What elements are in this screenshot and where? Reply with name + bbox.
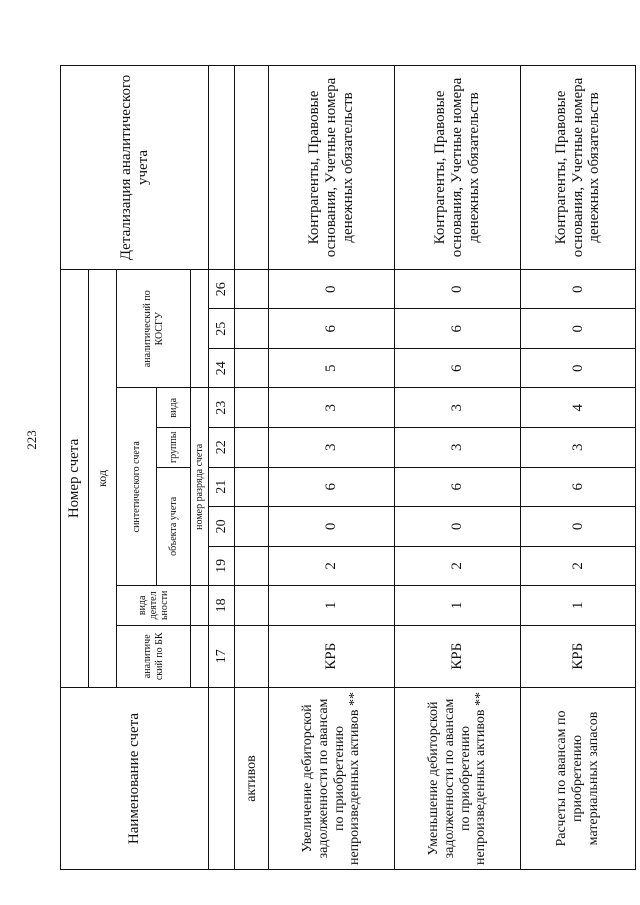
row-value: 1	[269, 586, 395, 626]
table-row	[521, 66, 636, 870]
row-value: 3	[521, 428, 636, 468]
number-row-blank-left	[209, 687, 235, 869]
row-value: 4	[521, 388, 636, 428]
header-activity-type: вида деятел ьности	[117, 586, 191, 626]
row-name: Расчеты по авансам по приобретению материальных запасов	[521, 687, 636, 869]
column-number: 23	[209, 388, 235, 428]
header-group: группы	[157, 428, 191, 468]
row-value: 0	[395, 507, 521, 547]
column-number: 25	[209, 309, 235, 349]
row-value: 0	[521, 309, 636, 349]
row-value: 6	[395, 348, 521, 388]
row-value: 6	[269, 309, 395, 349]
header-synthetic-account: синтетического счета	[117, 388, 157, 586]
row-value: 1	[395, 586, 521, 626]
row-value: 3	[395, 428, 521, 468]
row-value: 6	[521, 467, 636, 507]
header-analytic-bk: аналитиче ский по БК	[117, 625, 191, 687]
column-number: 18	[209, 586, 235, 626]
row-detail: Контрагенты, Правовые основания, Учетные номера денежных обязательств	[269, 66, 395, 270]
row-value: 6	[395, 309, 521, 349]
row-detail: Контрагенты, Правовые основания, Учетные номера денежных обязательств	[395, 66, 521, 270]
row-value: 0	[521, 507, 636, 547]
header-analytic-kosgu: аналитический по КОСГУ	[117, 269, 191, 388]
header-code: код	[89, 269, 117, 687]
section-label: активов	[235, 687, 269, 869]
table-row	[395, 66, 521, 870]
header-account-number: Номер счета	[61, 269, 89, 687]
column-number: 20	[209, 507, 235, 547]
number-row-blank-right	[209, 66, 235, 270]
row-value: 3	[395, 388, 521, 428]
row-value: 3	[269, 388, 395, 428]
column-number: 21	[209, 467, 235, 507]
row-value: 0	[521, 269, 636, 309]
column-number: 17	[209, 625, 235, 687]
row-value: 0	[395, 269, 521, 309]
row-value: 3	[269, 428, 395, 468]
header-digit-number: номер разряда счета	[191, 388, 209, 586]
header-account-name: Наименование счета	[61, 687, 209, 869]
row-detail: Контрагенты, Правовые основания, Учетные номера денежных обязательств	[521, 66, 636, 270]
header-blank-left	[191, 625, 209, 687]
accounts-table	[60, 65, 636, 870]
row-value: КРБ	[521, 625, 636, 687]
header-accounting-object: объекта учета	[157, 467, 191, 586]
row-value: 5	[269, 348, 395, 388]
row-value: 6	[269, 467, 395, 507]
column-number: 22	[209, 428, 235, 468]
header-kind: вида	[157, 388, 191, 428]
row-value: 0	[521, 348, 636, 388]
row-name: Увеличение дебиторской задолженности по авансам по приобретению непроизведенных активов **	[269, 687, 395, 869]
row-value: КРБ	[269, 625, 395, 687]
row-value: КРБ	[395, 625, 521, 687]
row-value: 2	[521, 546, 636, 586]
row-value: 0	[269, 269, 395, 309]
column-number: 19	[209, 546, 235, 586]
header-blank-kosgu	[191, 269, 209, 388]
row-value: 6	[395, 467, 521, 507]
table-row	[269, 66, 395, 870]
row-value: 2	[395, 546, 521, 586]
page-number: 223	[24, 430, 39, 450]
column-number: 24	[209, 348, 235, 388]
row-name: Уменьшение дебиторской задолженности по авансам по приобретению непроизведенных активов **	[395, 687, 521, 869]
header-detail: Детализация аналитического учета	[61, 66, 209, 270]
row-value: 1	[521, 586, 636, 626]
column-number: 26	[209, 269, 235, 309]
row-value: 0	[269, 507, 395, 547]
header-blank-activity	[191, 586, 209, 626]
row-value: 2	[269, 546, 395, 586]
rotated-table-container	[60, 65, 635, 870]
